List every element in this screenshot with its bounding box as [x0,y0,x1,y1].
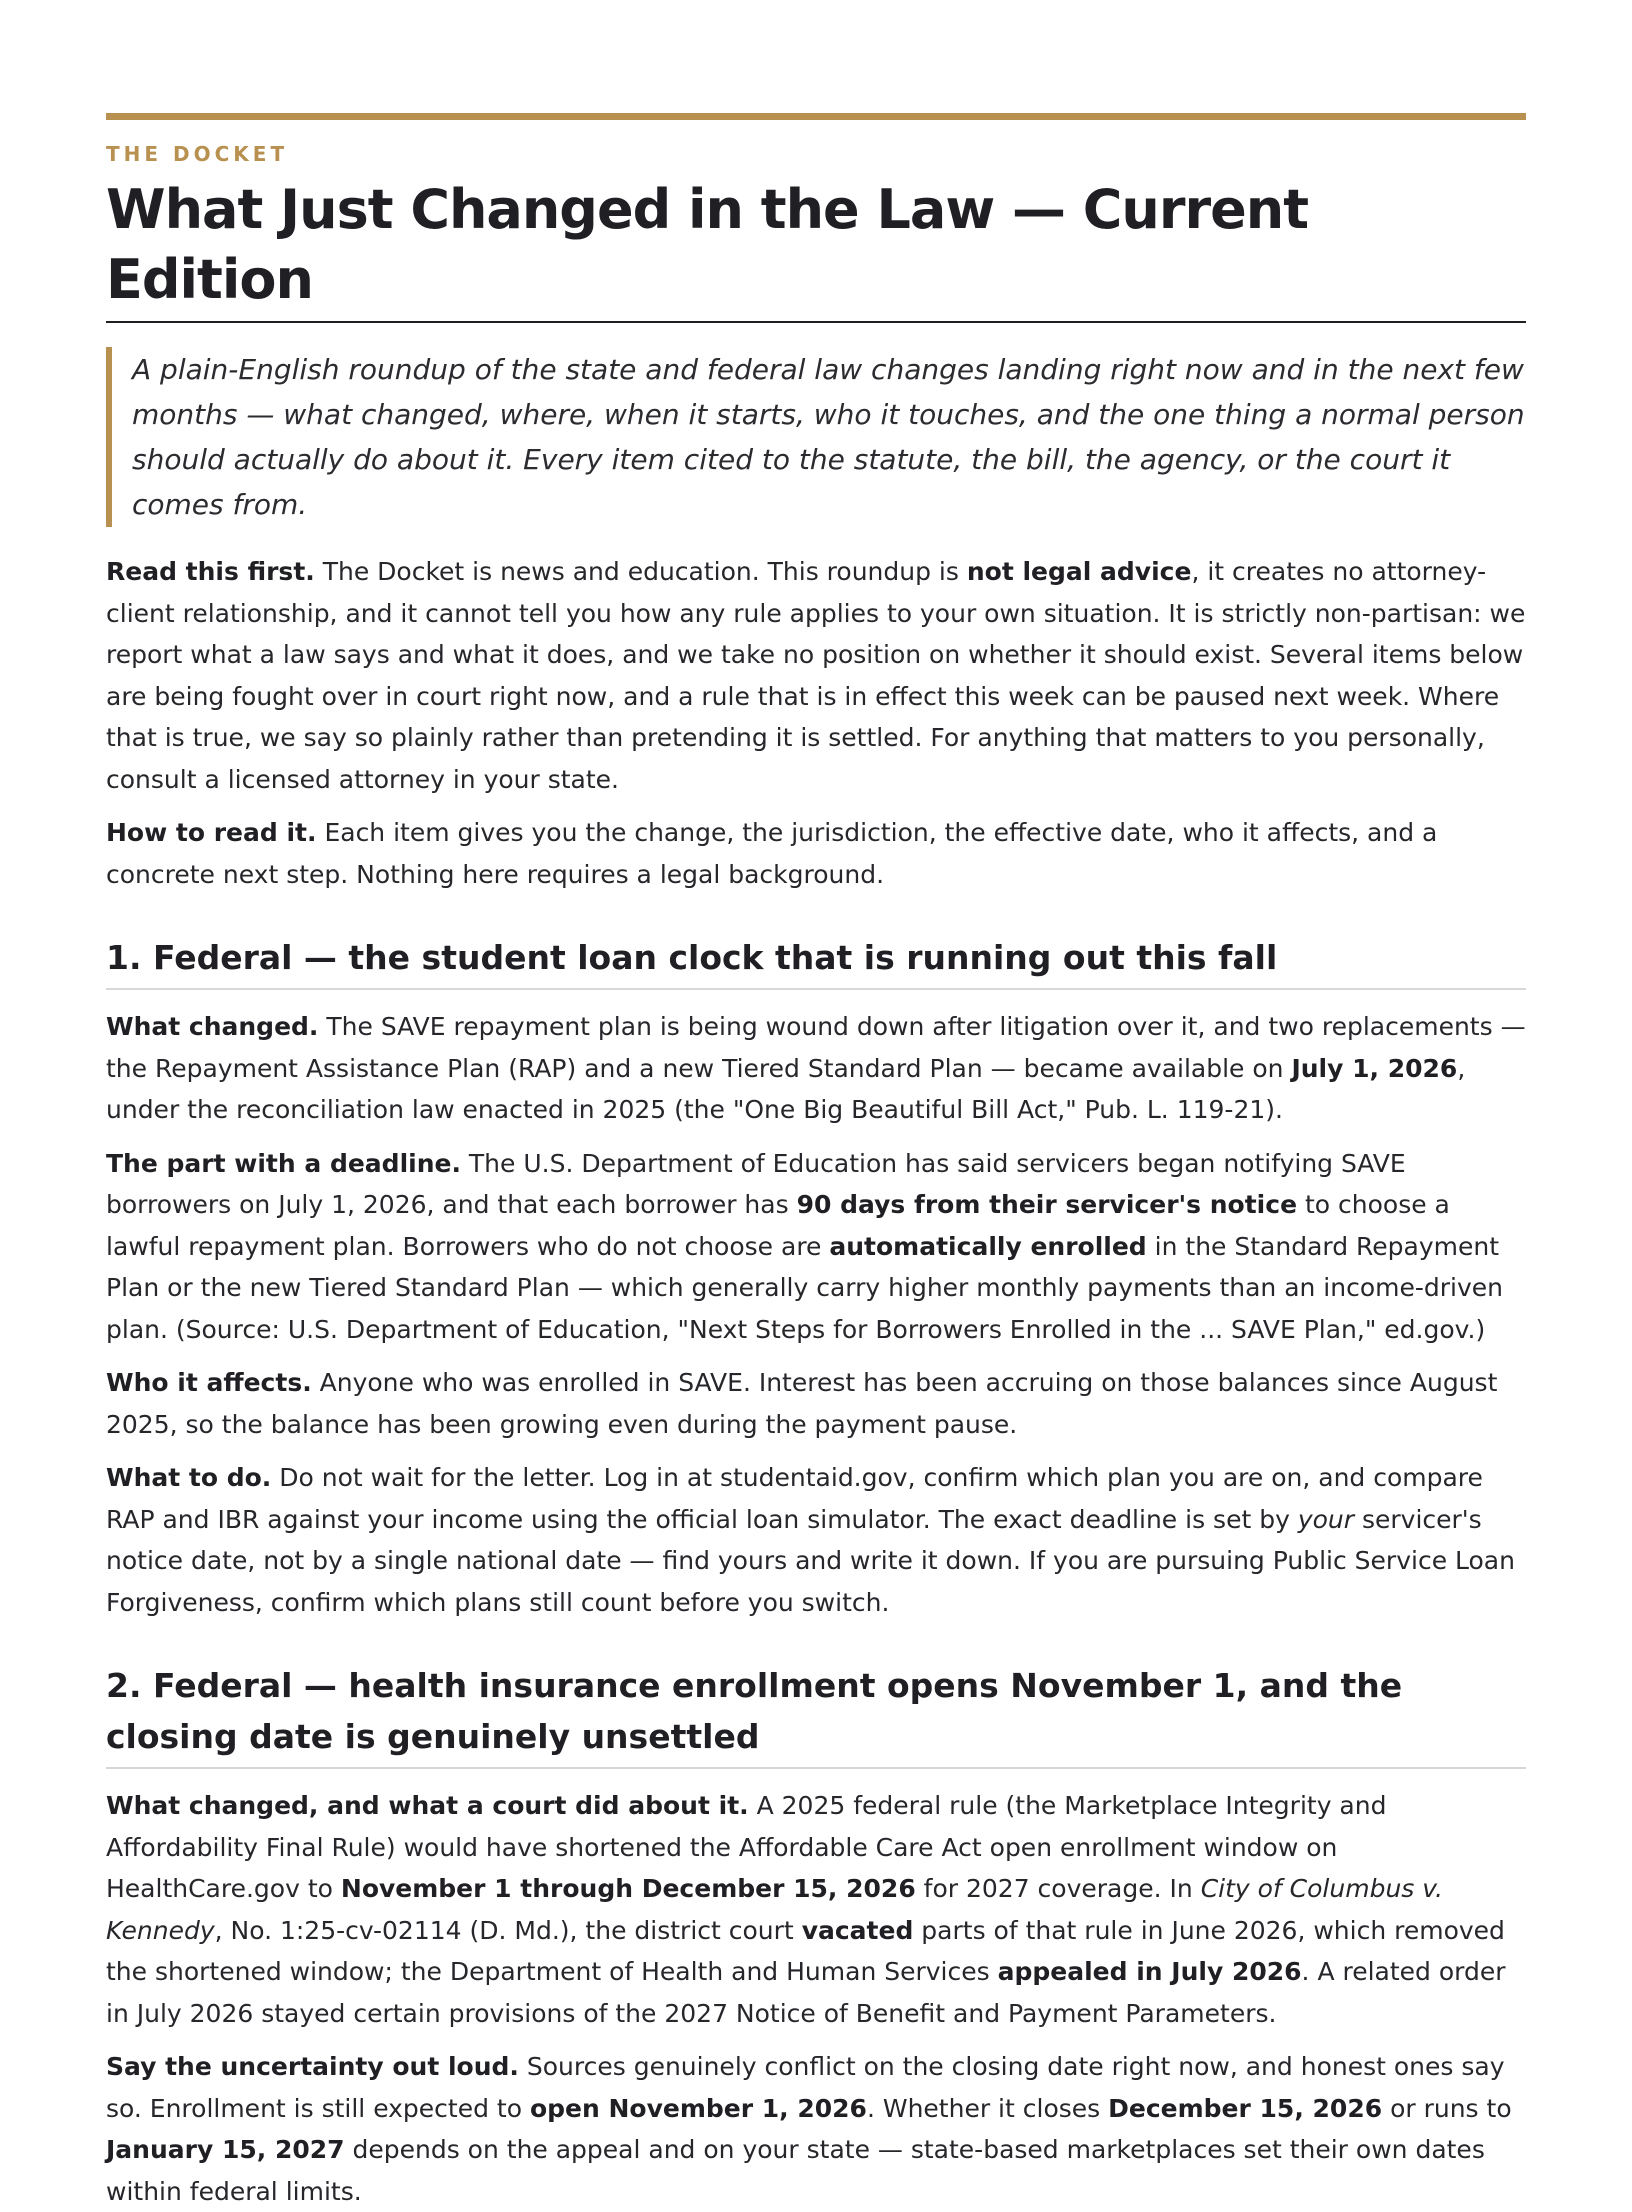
text-run: parts of that rule in June 2026, which removed the shortened window; the Department of Health and Human Services [106,1915,1505,1986]
section-paragraph [106,1143,1526,1351]
how-to-read-paragraph [106,812,1526,895]
bold-run: automatically enrolled [829,1231,1147,1261]
section-paragraph [106,1006,1526,1131]
text-run: Anyone who was enrolled in SAVE. Interest has been accruing on those balances since August 2025, so the balance has been growing even during the payment pause. [106,1368,1498,1439]
bold-run: 90 days from their servicer's notice [796,1190,1298,1219]
text-run: Each item gives you the change, the jurisdiction, the effective date, who it affects, and a concrete next step. Nothing here requires a legal background. [106,818,1438,889]
text-run: The U.S. Department of Education has said servicers began notifying SAVE borrowers on July 1, 2026, and that each borrower has [106,1148,1406,1219]
italic-run: your [1297,1504,1355,1534]
text-run: for 2027 coverage. In [915,1874,1201,1903]
text-run: . A related order in July 2026 stayed certain provisions of the 2027 Notice of Benefit and Payment Parameters. [106,1957,1506,2028]
text-run: or runs to [1382,2093,1512,2123]
section-rule [106,988,1526,990]
bold-run: Who it affects. [106,1368,312,1397]
publication-kicker: THE DOCKET [106,142,289,166]
bold-run: January 15, 2027 [106,2135,345,2164]
italic-run: City of Columbus v. Kennedy [106,1874,1443,1945]
top-accent-rule [106,113,1526,120]
text-run: in the Standard Repayment Plan or the new Tiered Standard Plan — which generally carry higher monthly payments than an income-driven plan. (Source: U.S. Department of Education, "Next Steps for Borrowers Enrolled in the ... SAVE Plan," ed.gov.) [106,1231,1504,1344]
text-run: to choose a lawful repayment plan. Borrowers who do not choose are [106,1190,1450,1261]
section-heading: 2. Federal — health insurance enrollment opens November 1, and the closing date is genuinely unsettled [106,1666,1403,1756]
section-paragraph [106,2046,1526,2212]
read-first-paragraph [106,551,1526,800]
bold-run: July 1, 2026 [1291,1053,1458,1083]
bold-run: open November 1, 2026 [529,2093,867,2123]
text-run: The Docket is news and education. This roundup is [314,557,967,586]
bold-run: December 15, 2026 [1108,2093,1383,2123]
title-rule [106,321,1526,323]
text-run: Sources genuinely conflict on the closing date right now, and honest ones say so. Enrollment is still expected to [106,2052,1505,2123]
bold-run: What to do. [106,1463,272,1492]
bold-run: The part with a deadline. [106,1148,461,1178]
dek-blockquote: A plain-English roundup of the state and federal law changes landing right now and in the next few months — what changed, where, when it starts, who it touches, and the one thing a normal person should actually do about it. Every item cited to the statute, the bill, the agency, or the court it comes from. [106,347,1526,527]
section-paragraph [106,1785,1526,2034]
bold-run: Say the uncertainty out loud. [106,2052,519,2081]
text-run: A 2025 federal rule (the Marketplace Integrity and Affordability Final Rule) would have shortened the Affordable Care Act open enrollment window on HealthCare.gov to [106,1791,1387,1903]
text-run: , under the reconciliation law enacted in 2025 (the "One Big Beautiful Bill Act," Pub. L. 119-21). [106,1053,1466,1124]
text-run: depends on the appeal and on your state — state-based marketplaces set their own dates within federal limits. [106,2135,1485,2206]
section-2 [106,1660,1526,2212]
bold-run: Read this first. [106,557,315,586]
bold-run: What changed, and what a court did about it. [106,1791,749,1820]
section-paragraph [106,1362,1526,1445]
bold-run: not legal advice [966,557,1192,586]
bold-run: vacated [801,1915,914,1945]
text-run: Do not wait for the letter. Log in at studentaid.gov, confirm which plan you are on, and compare RAP and IBR against your income using the official loan simulator. The exact deadline is set by [106,1463,1483,1534]
page-title: What Just Changed in the Law — Current Edition [106,178,1309,311]
bold-run: November 1 through December 15, 2026 [340,1874,916,1903]
bold-run: How to read it. [106,818,317,847]
section-heading: 1. Federal — the student loan clock that is running out this fall [106,938,1278,977]
bold-run: appealed in July 2026 [997,1957,1302,1986]
section-1 [106,932,1526,1623]
document-page [106,113,1526,2212]
section-paragraph [106,1457,1526,1623]
text-run: The SAVE repayment plan is being wound down after litigation over it, and two replacements — the Repayment Assistance Plan (RAP) and a new Tiered Standard Plan — became available on [106,1012,1526,1083]
bold-run: What changed. [106,1012,319,1041]
text-run: , it creates no attorney-client relationship, and it cannot tell you how any rule applies to your own situation. It is strictly non-partisan: we report what a law says and what it does, and we take no position on whether it should exist. Several items below are being fought over in court right now, and a rule that is in effect this week can be paused next week. Where that is true, we say so plainly rather than pretending it is settled. For anything that matters to you personally, consult a licensed attorney in your state. [106,557,1526,794]
text-run: . Whether it closes [866,2093,1109,2123]
text-run: servicer's notice date, not by a single national date — find yours and write it down. If you are pursuing Public Service Loan Forgiveness, confirm which plans still count before you switch. [106,1504,1515,1617]
text-run: , No. 1:25-cv-02114 (D. Md.), the district court [214,1915,802,1945]
section-rule [106,1767,1526,1769]
